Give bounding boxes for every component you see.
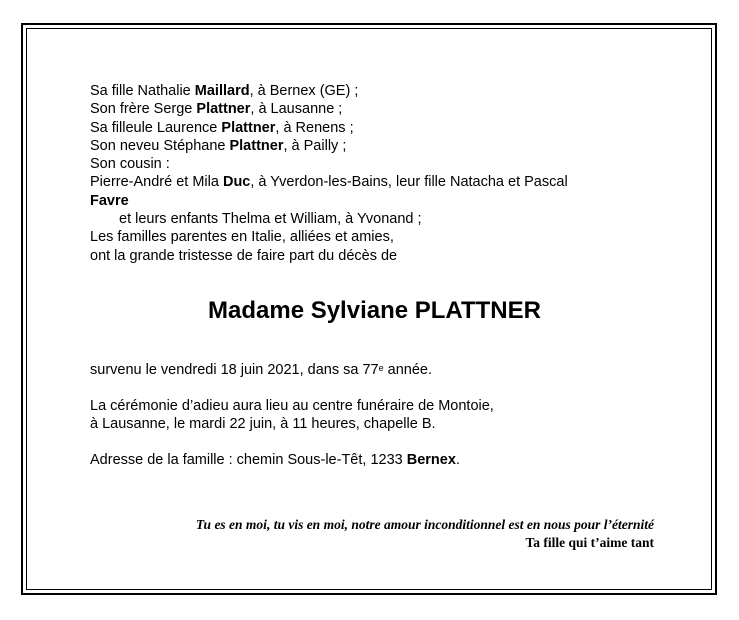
family-name: Plattner <box>229 137 284 154</box>
address-town: Bernex <box>406 452 456 468</box>
family-name: Plattner <box>221 119 276 136</box>
family-line <box>90 173 690 191</box>
line-text: , à Yverdon-les-Bains, leur fille Natacha et Pascal <box>250 174 568 191</box>
line-text: , à Pailly ; <box>283 137 347 154</box>
line-text: survenu le vendredi 18 juin 2021, dans sa 77 <box>90 362 379 378</box>
line-text: Son neveu Stéphane <box>90 137 230 154</box>
family-name: Maillard <box>194 83 250 99</box>
deceased-name: Madame Sylviane PLATTNER <box>208 297 541 324</box>
ceremony-info <box>90 397 494 434</box>
family-line <box>90 119 690 137</box>
family-line: ont la grande tristesse de faire part du décès de <box>90 247 398 264</box>
ceremony-line: à Lausanne, le mardi 22 juin, à 11 heures, chapelle B. <box>90 416 436 433</box>
family-name: Plattner <box>196 101 251 118</box>
family-line: et leurs enfants Thelma et William, à Yvonand ; <box>119 211 422 228</box>
line-text: , à Lausanne ; <box>250 101 343 118</box>
family-line <box>90 192 690 210</box>
family-list <box>90 82 690 265</box>
family-line <box>90 137 690 155</box>
line-text: Son frère Serge <box>90 101 197 118</box>
family-address <box>90 451 460 469</box>
line-text: , à Renens ; <box>275 119 354 136</box>
family-line <box>90 82 690 100</box>
memorial-quote: Tu es en moi, tu vis en moi, notre amour inconditionnel est en nous pour l’éternité <box>195 517 654 532</box>
family-name: Duc <box>222 174 251 191</box>
line-text: , à Bernex (GE) ; <box>249 83 359 99</box>
quote-signature: Ta fille qui t’aime tant <box>525 535 654 550</box>
line-text: Pierre-André et Mila <box>90 174 223 191</box>
family-line <box>90 100 690 118</box>
line-text: Sa fille Nathalie <box>90 83 195 99</box>
line-text: . <box>455 452 460 468</box>
family-line: Les familles parentes en Italie, alliées et amies, <box>90 229 394 246</box>
line-text: Adresse de la famille : chemin Sous-le-Têt, 1233 <box>90 452 407 468</box>
family-line: Son cousin : <box>90 156 170 173</box>
ordinal-suffix: e <box>378 363 384 373</box>
death-date-line <box>90 361 432 379</box>
ceremony-line: La cérémonie d’adieu aura lieu au centre funéraire de Montoie, <box>90 398 494 414</box>
line-text: année. <box>383 362 432 378</box>
family-name: Favre <box>90 192 129 209</box>
line-text: Sa filleule Laurence <box>90 119 222 136</box>
